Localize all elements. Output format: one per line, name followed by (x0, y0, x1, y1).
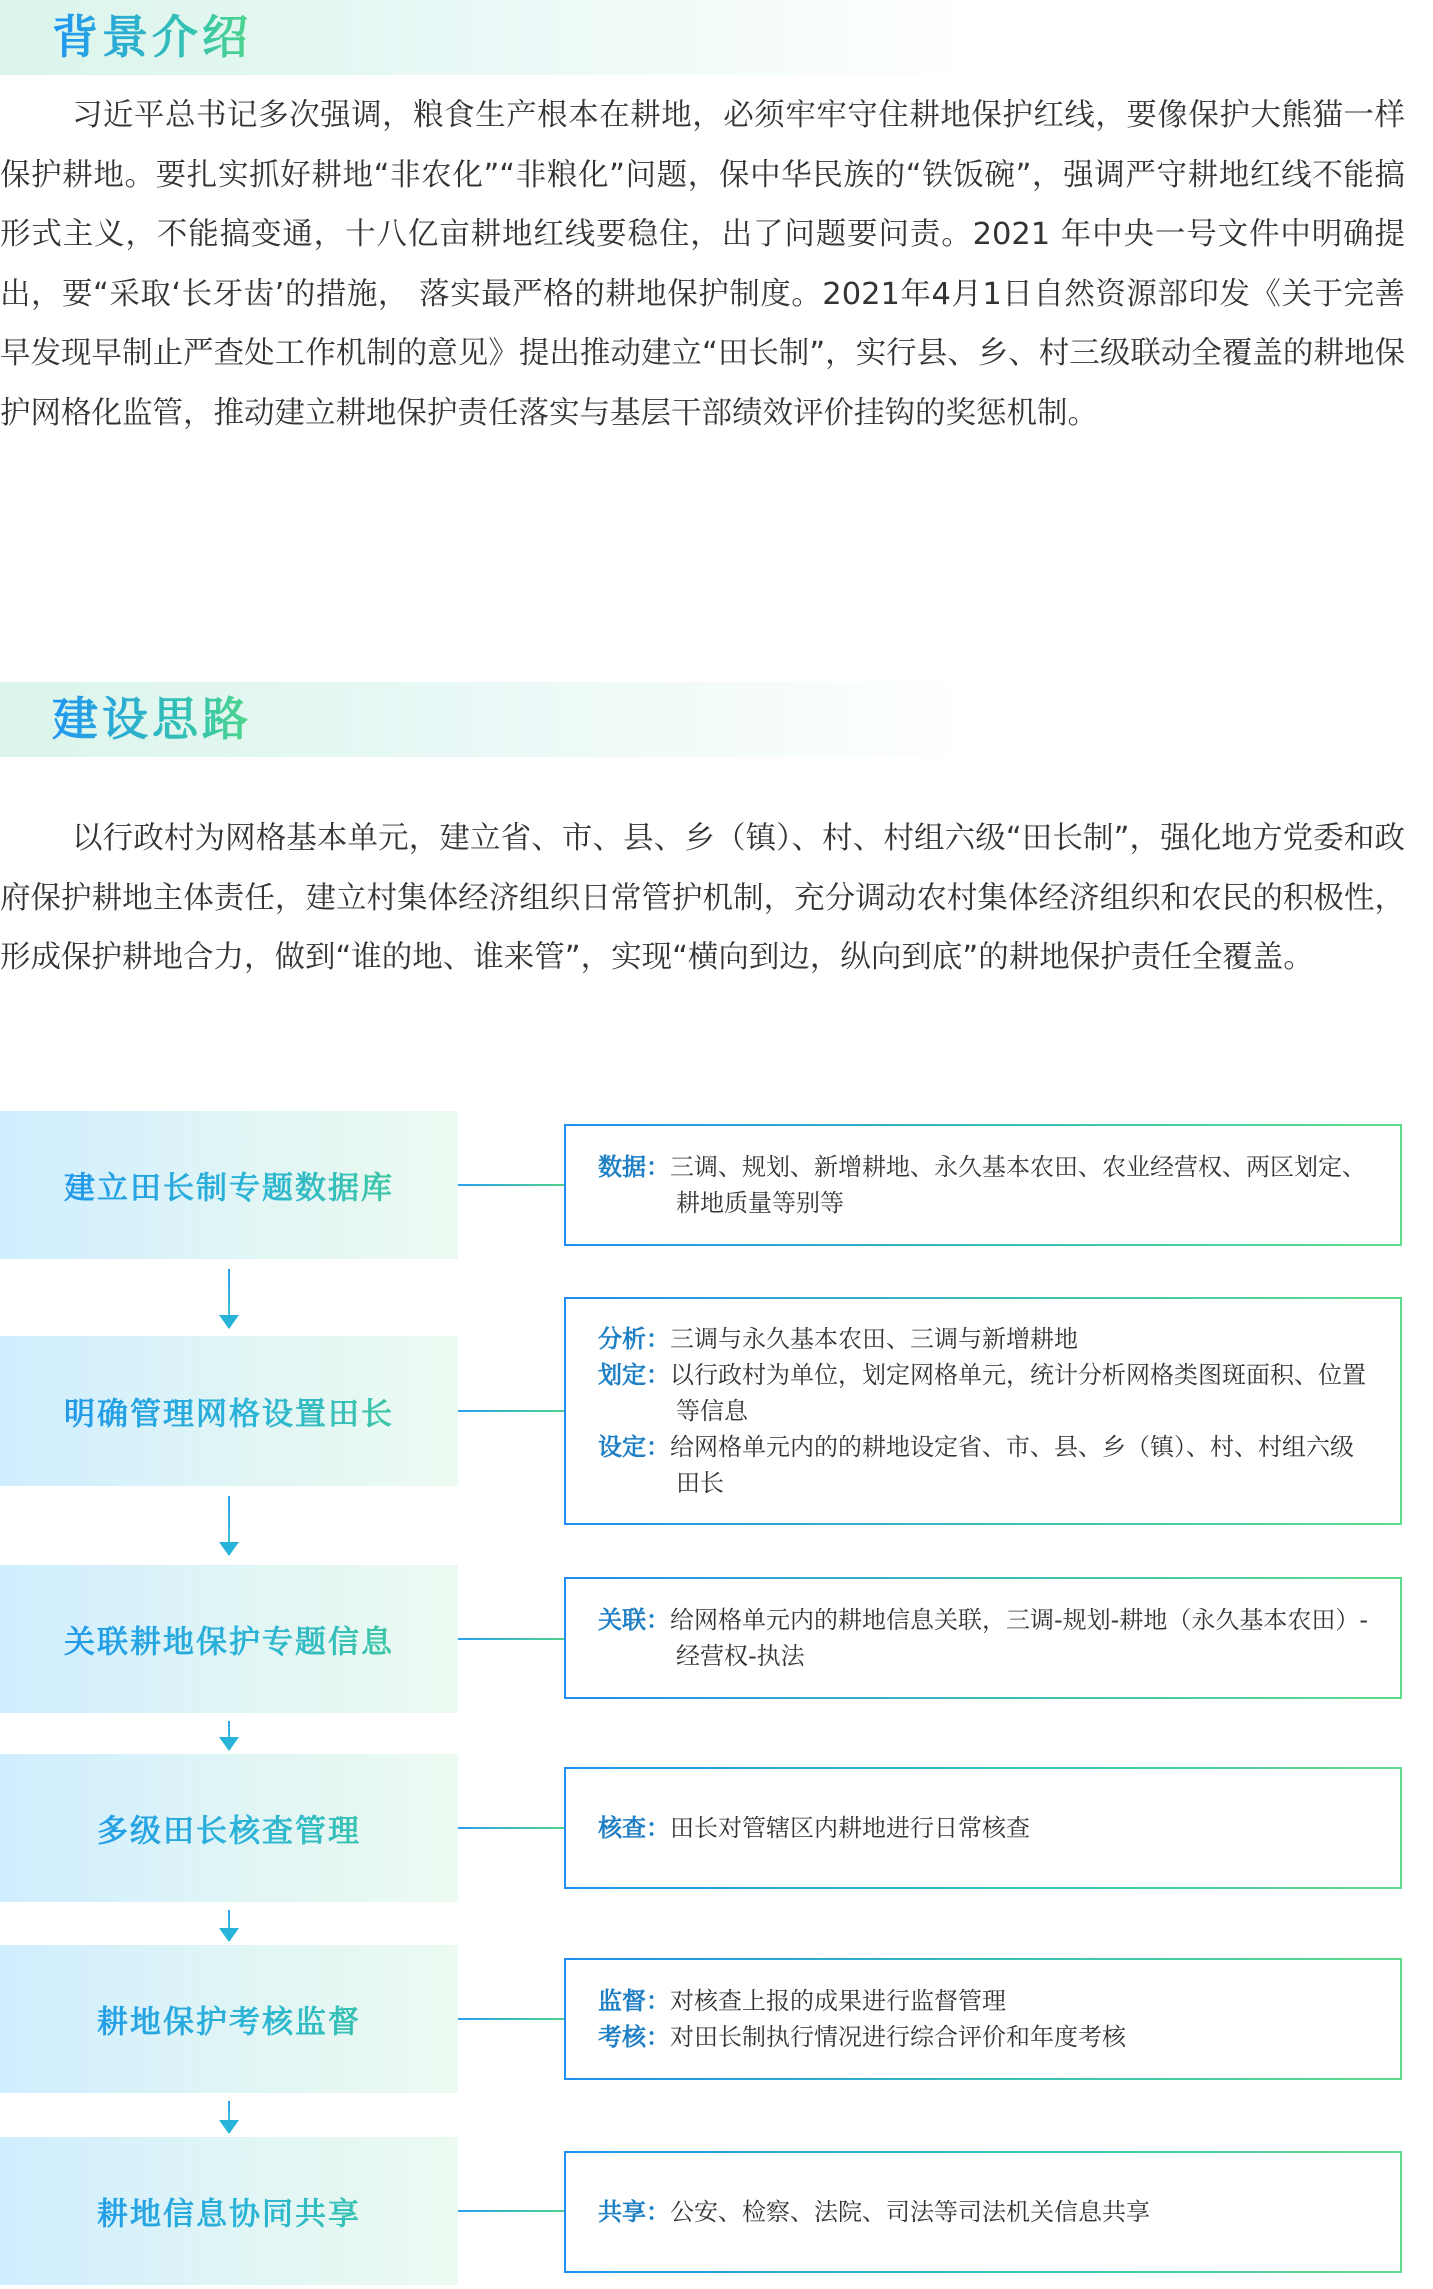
flow-step-label: 多级田长核查管理 (0, 1806, 458, 1851)
flow-detail-2 (564, 1297, 1402, 1525)
background-section-header (0, 0, 980, 75)
detail-key: 分析： (598, 1325, 670, 1353)
detail-key: 考核： (598, 2023, 670, 2051)
detail-line (598, 1321, 1376, 1357)
flow-step-1 (0, 1111, 458, 1259)
flow-step-5 (0, 1945, 458, 2093)
detail-text: 给网格单元内的耕地信息关联，三调-规划-耕地（永久基本农田）-经营权-执法 (670, 1606, 1368, 1670)
flow-step-label: 关联耕地保护专题信息 (0, 1617, 458, 1662)
flow-detail-1 (564, 1124, 1402, 1246)
detail-line (598, 1810, 1376, 1846)
detail-key: 数据： (598, 1153, 670, 1181)
flow-detail-5 (564, 1958, 1402, 2080)
approach-section-title: 建设思路 (52, 688, 252, 750)
background-section-title: 背景介绍 (52, 6, 252, 68)
background-paragraph: 习近平总书记多次强调，粮食生产根本在耕地，必须牢牢守住耕地保护红线，要像保护大熊猫一样保护耕地。要扎实抓好耕地“非农化”“非粮化”问题，保中华民族的“铁饭碗”，强调严守耕地红线不能搞形式主义，不能搞变通，十八亿亩耕地红线要稳住，出了问题要问责。2021 年中央一号文件中明确提出，要“采取‘长牙齿’的措施， 落实最严格的耕地保护制度。2021年4月1日自然资源部印发《关于完善早发现早制止严查处工作机制的意见》提出推动建立“田长制”，实行县、乡、村三级联动全覆盖的耕地保护网格化监管，推动建立耕地保护责任落实与基层干部绩效评价挂钩的奖惩机制。 (0, 98, 1406, 431)
flow-detail-3 (564, 1577, 1402, 1699)
flow-connector (458, 2018, 564, 2020)
flow-step-2 (0, 1336, 458, 1486)
flow-arrow-down-icon (219, 1496, 239, 1556)
approach-paragraph: 以行政村为网格基本单元，建立省、市、县、乡（镇）、村、村组六级“田长制”，强化地方党委和政府保护耕地主体责任，建立村集体经济组织日常管护机制，充分调动农村集体经济组织和农民的积极性，形成保护耕地合力，做到“谁的地、谁来管”，实现“横向到边，纵向到底”的耕地保护责任全覆盖。 (0, 821, 1405, 975)
detail-key: 划定： (598, 1361, 670, 1389)
flow-arrow-down-icon (219, 1721, 239, 1751)
detail-text: 田长对管辖区内耕地进行日常核查 (670, 1814, 1030, 1842)
detail-line (598, 1357, 1376, 1429)
detail-line (598, 2194, 1376, 2230)
flow-step-label: 建立田长制专题数据库 (0, 1163, 458, 1208)
detail-key: 核查： (598, 1814, 670, 1842)
flow-arrow-down-icon (219, 1269, 239, 1329)
flow-connector (458, 1638, 564, 1640)
detail-text: 三调与永久基本农田、三调与新增耕地 (670, 1325, 1078, 1353)
flow-step-6 (0, 2137, 458, 2285)
flow-step-3 (0, 1565, 458, 1713)
flow-arrow-down-icon (219, 1910, 239, 1942)
flow-connector (458, 2210, 564, 2212)
flow-detail-6 (564, 2151, 1402, 2273)
detail-text: 以行政村为单位，划定网格单元，统计分析网格类图斑面积、位置等信息 (670, 1361, 1366, 1425)
detail-line (598, 2019, 1376, 2055)
detail-key: 关联： (598, 1606, 670, 1634)
detail-text: 三调、规划、新增耕地、永久基本农田、农业经营权、两区划定、耕地质量等别等 (670, 1153, 1366, 1217)
detail-line (598, 1429, 1376, 1501)
detail-text: 给网格单元内的的耕地设定省、市、县、乡（镇）、村、村组六级田长 (670, 1433, 1354, 1497)
flow-step-label: 明确管理网格设置田长 (0, 1389, 458, 1434)
approach-section-header (0, 682, 980, 757)
flow-connector (458, 1827, 564, 1829)
flow-detail-4 (564, 1767, 1402, 1889)
detail-line (598, 1983, 1376, 2019)
flow-connector (458, 1184, 564, 1186)
detail-line (598, 1602, 1376, 1674)
detail-text: 对核查上报的成果进行监督管理 (670, 1987, 1006, 2015)
flow-step-4 (0, 1754, 458, 1902)
detail-key: 共享： (598, 2198, 670, 2226)
detail-key: 监督： (598, 1987, 670, 2015)
flow-connector (458, 1410, 564, 1412)
detail-text: 公安、检察、法院、司法等司法机关信息共享 (670, 2198, 1150, 2226)
flow-arrow-down-icon (219, 2101, 239, 2134)
flow-step-label: 耕地信息协同共享 (0, 2189, 458, 2234)
detail-line (598, 1149, 1376, 1221)
detail-key: 设定： (598, 1433, 670, 1461)
flow-step-label: 耕地保护考核监督 (0, 1997, 458, 2042)
detail-text: 对田长制执行情况进行综合评价和年度考核 (670, 2023, 1126, 2051)
